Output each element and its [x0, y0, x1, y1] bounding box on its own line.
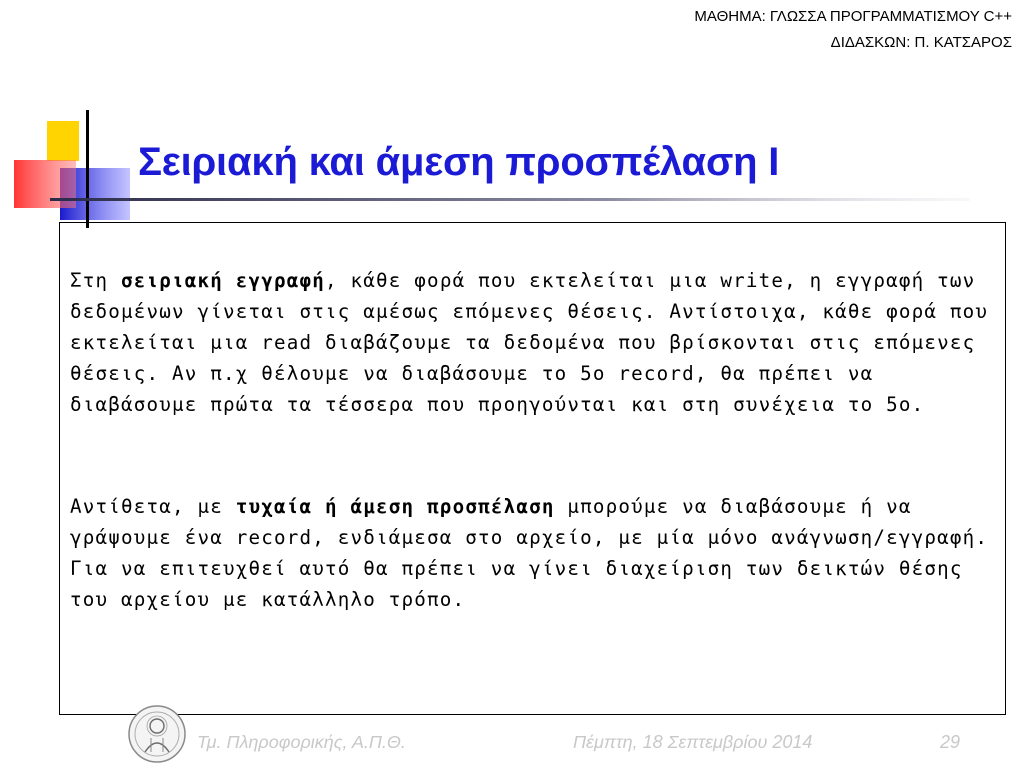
paragraph-random-access	[70, 491, 995, 615]
yellow-square	[47, 121, 79, 161]
paragraph-intro: Στη	[70, 269, 122, 292]
instructor-line: ΔΙΔΑΣΚΩΝ: Π. ΚΑΤΣΑΡΟΣ	[830, 34, 1012, 51]
paragraph-body: μπορούμε να διαβάσουμε ή να γράψουμε ένα record, ενδιάμεσα στο αρχείο, με μία μόνο ανάγνωση/εγγραφή. Για να επιτευχθεί αυτό θα πρέπει να γίνει διαχείριση των δεικτών θέσης του αρχείου με κατάλληλο τρόπο.	[70, 495, 989, 611]
paragraph-serial-access	[70, 265, 995, 420]
paragraph-body: , κάθε φορά που εκτελείται μια write, η εγγραφή των δεδομένων γίνεται στις αμέσως επόμενες θέσεις. Αντίστοιχα, κάθε φορά που εκτελείται μια read διαβάζουμε τα δεδομένα που βρίσκονται στις επόμενες θέσεις. Αν π.χ θέλουμε να διαβάσουμε το 5ο record, θα πρέπει να διαβάσουμε πρώτα τα τέσσερα που προηγούνται και στη συνέχεια το 5ο.	[70, 269, 989, 416]
footer-department: Τμ. Πληροφορικής, Α.Π.Θ.	[197, 732, 406, 752]
footer-date: Πέμπτη, 18 Σεπτεμβρίου 2014	[573, 732, 813, 752]
course-title-line: ΜΑΘΗΜΑ: ΓΛΩΣΣΑ ΠΡΟΓΡΑΜΜΑΤΙΣΜΟΥ C++	[694, 8, 1012, 25]
title-decoration	[0, 0, 1024, 240]
university-seal-icon	[127, 704, 187, 764]
slide-footer	[0, 700, 1024, 768]
slide-title: Σειριακή και άμεση προσπέλαση Ι	[138, 140, 780, 184]
horizontal-rule	[50, 198, 970, 201]
emphasis-serial-write: σειριακή εγγραφή	[121, 269, 326, 292]
vertical-bar	[86, 110, 89, 228]
paragraph-intro: Αντίθετα, με	[70, 495, 236, 518]
footer-page-number: 29	[940, 732, 961, 752]
emphasis-random-access: τυχαία ή άμεση προσπέλαση	[235, 495, 555, 518]
content-box	[59, 222, 1006, 715]
